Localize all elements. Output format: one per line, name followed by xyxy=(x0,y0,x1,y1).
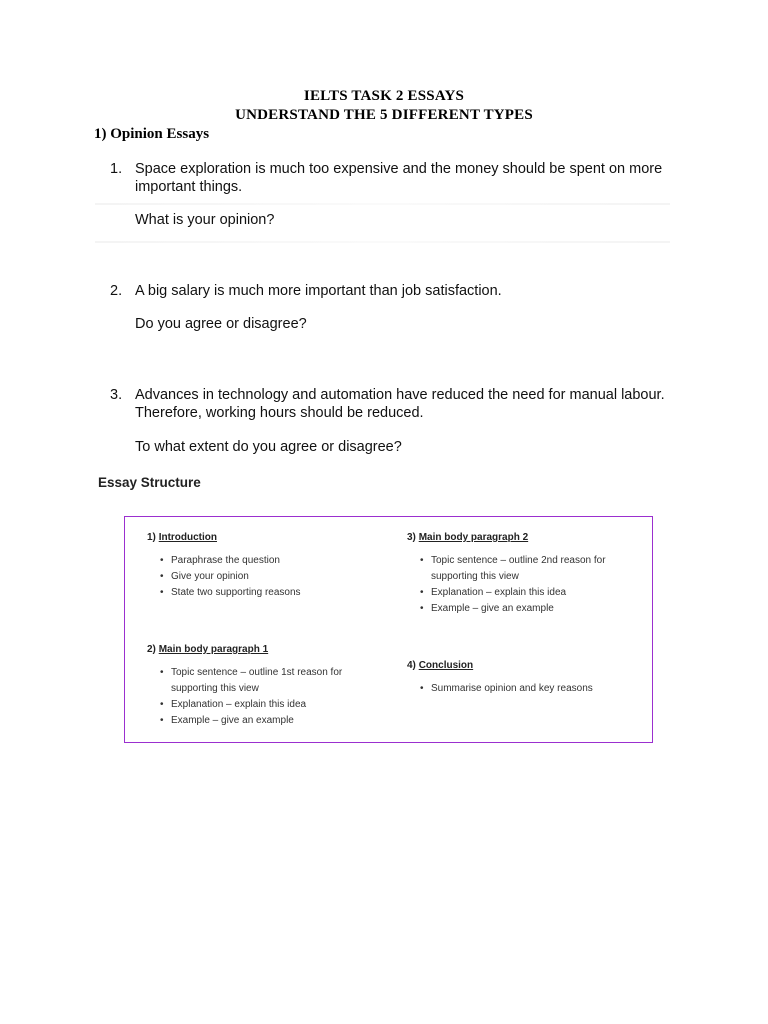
question-text: Space exploration is much too expensive and the money should be spent on more important things. xyxy=(135,161,663,195)
block-heading xyxy=(147,644,371,655)
block-list xyxy=(407,681,631,697)
question-number: 2. xyxy=(110,283,123,299)
list-item: • Paraphrase the question xyxy=(171,553,371,569)
list-item: • Topic sentence – outline 2nd reason for supporting this view xyxy=(431,553,631,585)
block-number: 1) xyxy=(147,532,156,543)
block-heading xyxy=(147,532,371,543)
faint-divider xyxy=(95,241,670,243)
block-list xyxy=(147,665,371,729)
block-number: 2) xyxy=(147,644,156,655)
list-item: • Topic sentence – outline 1st reason for supporting this view xyxy=(171,665,371,697)
structure-block-main-body-2 xyxy=(407,532,631,617)
block-label: Main body paragraph 1 xyxy=(158,644,269,655)
document-subtitle: UNDERSTAND THE 5 DIFFERENT TYPES xyxy=(235,107,533,123)
question-text: A big salary is much more important than job satisfaction. xyxy=(135,283,502,299)
block-label: Main body paragraph 2 xyxy=(418,532,529,543)
question-3-prompt: To what extent do you agree or disagree? xyxy=(135,439,402,455)
list-item: • State two supporting reasons xyxy=(171,585,371,601)
essay-structure-heading: Essay Structure xyxy=(98,475,201,490)
block-label: Introduction xyxy=(158,532,218,543)
question-text: Advances in technology and automation have reduced the need for manual labour. Therefore, working hours should be reduced. xyxy=(135,387,665,421)
question-1-prompt: What is your opinion? xyxy=(135,212,275,228)
structure-block-conclusion xyxy=(407,660,631,697)
essay-structure-box xyxy=(124,516,653,743)
block-list xyxy=(147,553,371,601)
list-item: • Example – give an example xyxy=(171,713,371,729)
block-heading xyxy=(407,532,631,543)
list-item: • Give your opinion xyxy=(171,569,371,585)
question-number: 3. xyxy=(110,387,123,403)
block-label: Conclusion xyxy=(418,660,474,671)
question-number: 1. xyxy=(110,161,123,177)
block-list xyxy=(407,553,631,617)
block-number: 3) xyxy=(407,532,416,543)
list-item: • Summarise opinion and key reasons xyxy=(431,681,631,697)
list-item: • Explanation – explain this idea xyxy=(431,585,631,601)
section-heading: 1) Opinion Essays xyxy=(94,126,210,142)
document-title: IELTS TASK 2 ESSAYS xyxy=(303,88,465,104)
faint-divider xyxy=(95,203,670,205)
question-2-prompt: Do you agree or disagree? xyxy=(135,316,307,332)
block-heading xyxy=(407,660,631,671)
structure-block-main-body-1 xyxy=(147,644,371,729)
list-item: • Example – give an example xyxy=(431,601,631,617)
structure-block-introduction xyxy=(147,532,371,601)
list-item: • Explanation – explain this idea xyxy=(171,697,371,713)
block-number: 4) xyxy=(407,660,416,671)
